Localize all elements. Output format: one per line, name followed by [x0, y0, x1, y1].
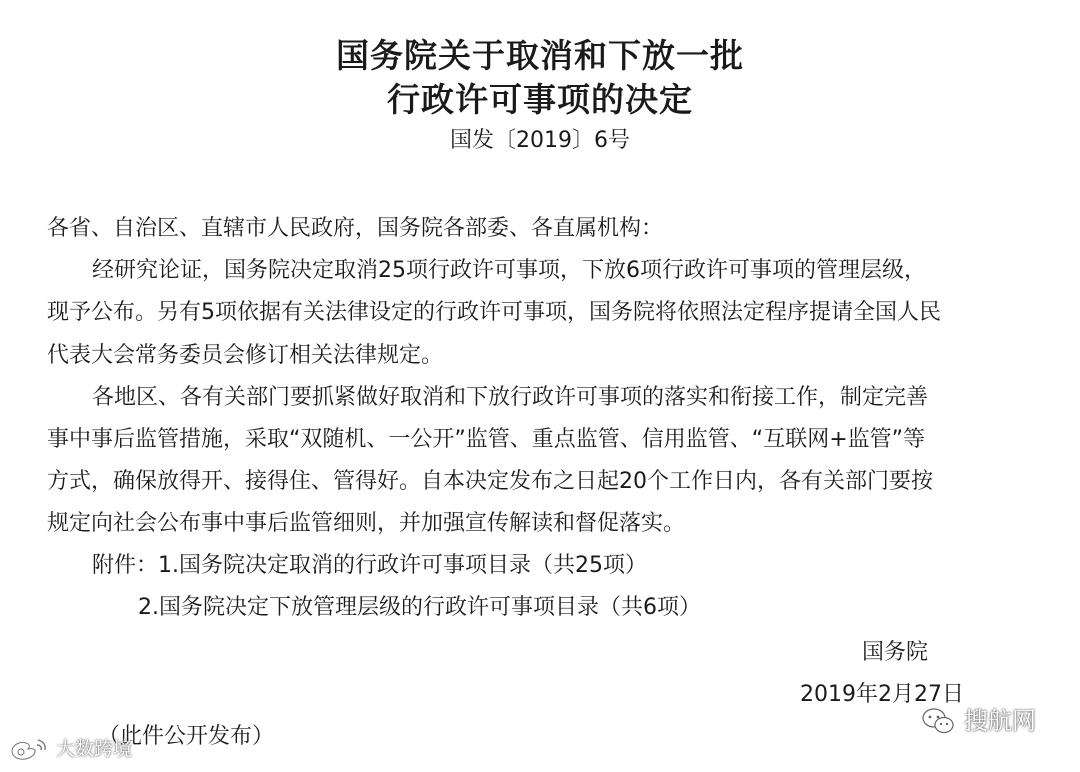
right-watermark — [920, 706, 1036, 736]
paragraph-2-line-2: 事中事后监管措施，采取“双随机、一公开”监管、重点监管、信用监管、“互联网+监管”等 — [47, 427, 926, 452]
attachment-item-2: 2.国务院决定下放管理层级的行政许可事项目录（共6项） — [138, 595, 701, 620]
signer: 国务院 — [862, 640, 929, 665]
paragraph-2-line-3: 方式，确保放得开、接得住、管得好。自本决定发布之日起20个工作日内，各有关部门要按 — [47, 469, 933, 494]
document-title-line-2: 行政许可事项的决定 — [387, 80, 693, 119]
addressee: 各省、自治区、直辖市人民政府，国务院各部委、各直属机构： — [47, 216, 664, 241]
left-watermark-text: 大数跨境 — [56, 738, 133, 760]
weibo-logo-icon — [6, 736, 50, 762]
attachment-item-1: 附件：1.国务院决定取消的行政许可事项目录（共25项） — [92, 553, 647, 578]
right-watermark-text: 搜航网 — [964, 707, 1036, 735]
paragraph-2-line-1: 各地区、各有关部门要抓紧做好取消和下放行政许可事项的落实和衔接工作，制定完善 — [92, 385, 929, 410]
paragraph-1-line-1: 经研究论证，国务院决定取消25项行政许可事项，下放6项行政许可事项的管理层级， — [92, 258, 926, 283]
publish-note: （此件公开发布） — [98, 724, 275, 749]
issue-date: 2019年2月27日 — [800, 682, 964, 707]
paragraph-1-line-3: 代表大会常务委员会修订相关法律规定。 — [47, 343, 444, 368]
document-title-line-1: 国务院关于取消和下放一批 — [336, 36, 744, 75]
left-watermark — [6, 736, 132, 762]
wechat-logo-icon — [920, 706, 956, 736]
paragraph-1-line-2: 现予公布。另有5项依据有关法律设定的行政许可事项，国务院将依照法定程序提请全国人民 — [47, 300, 942, 325]
paragraph-2-line-4: 规定向社会公布事中事后监管细则，并加强宣传解读和督促落实。 — [47, 511, 686, 536]
document-number: 国发〔2019〕6号 — [450, 128, 630, 153]
